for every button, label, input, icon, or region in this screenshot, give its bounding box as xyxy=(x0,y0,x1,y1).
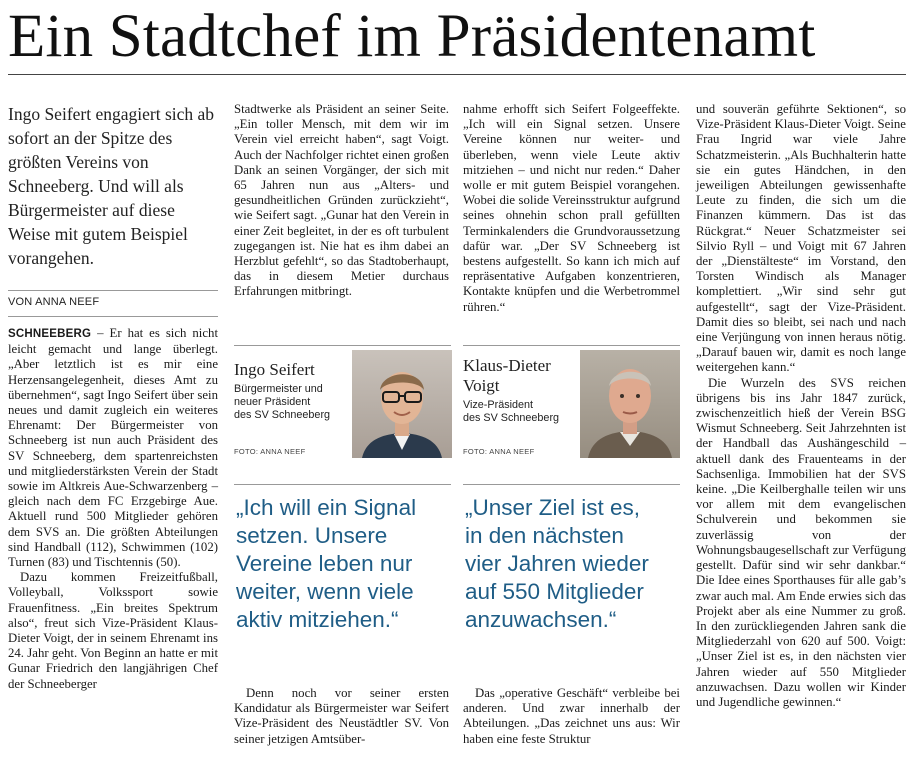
lead-text: Ingo Seifert engagiert sich ab sofort an der Spitze des größten Vereins von Schneeberg. Und will als Bürgermeister auf diese Weise mit gutem Beispiel vorangehen. xyxy=(8,104,215,268)
paragraph: nahme erhofft sich Seifert Folgeeffekte. „Ich will ein Signal setzen. Unsere Vereine können nur weiter- und überleben, wenn viele Leute aktiv mitziehen – und nicht nur reden.“ Daher wolle er mit gutem Beispiel vorangehen. Wobei die solide Vereinsstruktur aufgrund seines ohnehin schon prall gefüllten Terminkalenders die Grundvoraussetzung dafür war. „Der SV Schneeberg ist bestens aufgestellt. So kann ich mich auf repräsentative Aufgaben konzentrieren, Kontakte knüpfen und die Werbetrommel rühren.“ xyxy=(463,102,680,314)
photo-caption-role: des SV Schneeberg xyxy=(234,409,331,421)
quote-line: aktiv mitziehen.“ xyxy=(236,607,399,632)
pull-quote xyxy=(465,494,680,634)
quote-line: setzen. Unsere xyxy=(236,523,388,548)
quote-rule xyxy=(234,484,451,485)
headline-rule xyxy=(8,74,906,75)
photo-caption-name: Ingo Seifert xyxy=(234,360,315,379)
article-column-2 xyxy=(234,102,449,300)
quote-line: weiter, wenn viele xyxy=(236,579,414,604)
paragraph: und souverän geführte Sektionen“, so Vize-Präsident Klaus-Dieter Voigt. Seine Frau Ingrid war viele Jahre Schatzmeisterin. „Als Buchhalterin hatte sie ein gutes Händchen, in den jeweiligen Abteilungen gewissenhafte Leute zu finden, die sich um die Finanzen kümmern. Das ist das Rückgrat.“ Neuer Schatzmeister sei Silvio Ryll – und Voigt mit 67 Jahren der „Dienstälteste“ im Vorstand, den Torsten Windisch als Manager komplettiert. „Wir sind sehr gut aufgestellt“, sagt der Vize-Präsident. Damit dies so bleibt, sei nach und nach eine Verjüngung von innen heraus nötig. „Darauf bauen wir, damit es noch lange weitergehen kann.“ xyxy=(696,102,906,375)
photo-caption-role: neuer Präsident xyxy=(234,396,311,408)
portrait-image xyxy=(580,350,680,458)
quote-line: anzuwachsen.“ xyxy=(465,607,617,632)
article-column-3-bottom xyxy=(463,686,680,747)
photo-credit: FOTO: ANNA NEEF xyxy=(463,447,535,456)
paragraph: Das „operative Geschäft“ verbleibe bei anderen. Und zwar innerhalb der Abteilungen. „Das zeichnet uns aus: Wir haben eine feste Struktur xyxy=(463,686,680,746)
article-column-3 xyxy=(463,102,680,315)
portrait-image xyxy=(352,350,452,458)
photo-caption-name: Klaus-Dieter xyxy=(463,356,551,375)
quote-line: „Ich will ein Signal xyxy=(236,495,417,520)
quote-line: vier Jahren wieder xyxy=(465,551,649,576)
quote-line: auf 550 Mitglieder xyxy=(465,579,644,604)
portrait-photo xyxy=(352,350,452,458)
byline-rule xyxy=(8,316,218,317)
photo-caption-role: des SV Schneeberg xyxy=(463,412,560,424)
paragraph: Dazu kommen Freizeitfußball, Volleyball, Volkssport sowie Frauenfitness. „Ein breites Spektrum also“, freut sich Vize-Präsident Klaus-Dieter Voigt, der in seinem Ehrenamt ins 24. Jahr geht. Von Beginn an hatte er mit Gunar Friedrich den langjährigen Chef der Schneeberger xyxy=(8,570,218,691)
article-lead xyxy=(8,102,218,270)
page-title: Ein Stadtchef im Präsidentenamt xyxy=(8,3,816,70)
quote-line: „Unser Ziel ist es, xyxy=(465,495,641,520)
paragraph: Stadtwerke als Präsident an seiner Seite. „Ein toller Mensch, mit dem wir im Verein viel erreicht haben“, sagt Voigt. Auch der Nachfolger richtet einen großen Dank an seinen Vorgänger, der sich mit 65 Jahren nun aus „Alters- und gesundheitlichen Gründen zurückzieht“, wie Seifert sagt. „Gunar hat den Verein in einer Zeit begleitet, in der es oft turbulent zugegangen ist. Nie hat es ihm dabei an Herzblut gefehlt“, so das Stadtoberhaupt, das in diesem Metier durchaus Erfahrungen mitbringt. xyxy=(234,102,449,299)
paragraph: Die Wurzeln des SVS reichen übrigens bis ins Jahr 1847 zurück, zwischenzeitlich hieß der Verein BSG Wismut Schneeberg. Seit Jahrzehnten ist der Handball das Aushängeschild – aktuell dank des Frauenteams in der Sachsenliga. Immobilien hat der SVS keine. „Die Keilberghalle teilen wir uns vor allem mit dem evangelischen Schulverein und bekommen sie zuverlässig von der Wohnungsbaugesellschaft zur Verfügung gestellt. Dafür sind wir sehr dankbar.“ Die Idee eines Sporthauses für alle gab’s zwar auch mal. Am Ende erwies sich das Projekt aber als eine Nummer zu groß. In den zurückliegenden Jahren sank die Mitgliederzahl von 620 auf 500. Voigt: „Unser Ziel ist es, in den nächsten vier Jahren wieder auf 550 Mitglieder anzuwachsen. Dazu wollen wir Kinder und Jugendliche gewinnen.“ xyxy=(696,375,906,709)
lead-rule xyxy=(8,290,218,291)
photo-credit: FOTO: ANNA NEEF xyxy=(234,447,306,456)
quote-rule xyxy=(463,484,680,485)
paragraph xyxy=(8,326,218,570)
dateline: SCHNEEBERG xyxy=(8,328,92,340)
quote-line: Vereine leben nur xyxy=(236,551,413,576)
photo-caption-role: Bürgermeister und xyxy=(234,383,323,395)
photo-caption-role: Vize-Präsident xyxy=(463,399,534,411)
article-column-2-bottom xyxy=(234,686,449,747)
photo-caption-name: Voigt xyxy=(463,376,500,395)
article-column-1 xyxy=(8,326,218,692)
paragraph-text: – Er hat es sich nicht leicht gemacht und lange überlegt. „Aber letztlich ist es mir eine Herzensangelegenheit, dieses Amt zu übernehmen“, sagt Ingo Seifert über sein neues und damit zugleich ein weiteres Ehrenamt: Der Bürgermeister von Schneeberg ist nun auch Präsident des SV Schneeberg, dem spartenreichsten und mitgliederstärksten Verein der Stadt sowie im Altkreis Aue-Schwarzenberg – gleich nach dem FC Erzgebirge Aue. Aktuell rund 500 Mitglieder gehören dem SVS an. Die größten Abteilungen sind Handball (112), Schwimmen (102) Turnen (83) und Tischtennis (50). xyxy=(8,326,218,570)
photo-rule xyxy=(234,345,451,346)
article-column-4 xyxy=(696,102,906,710)
pull-quote xyxy=(236,494,451,634)
byline: VON ANNA NEEF xyxy=(8,296,100,308)
paragraph: Denn noch vor seiner ersten Kandidatur als Bürgermeister war Seifert Vize-Präsident des Neustädtler SV. Von seiner jetzigen Amtsüber- xyxy=(234,686,449,746)
photo-rule xyxy=(463,345,680,346)
quote-line: in den nächsten xyxy=(465,523,624,548)
portrait-photo xyxy=(580,350,680,458)
